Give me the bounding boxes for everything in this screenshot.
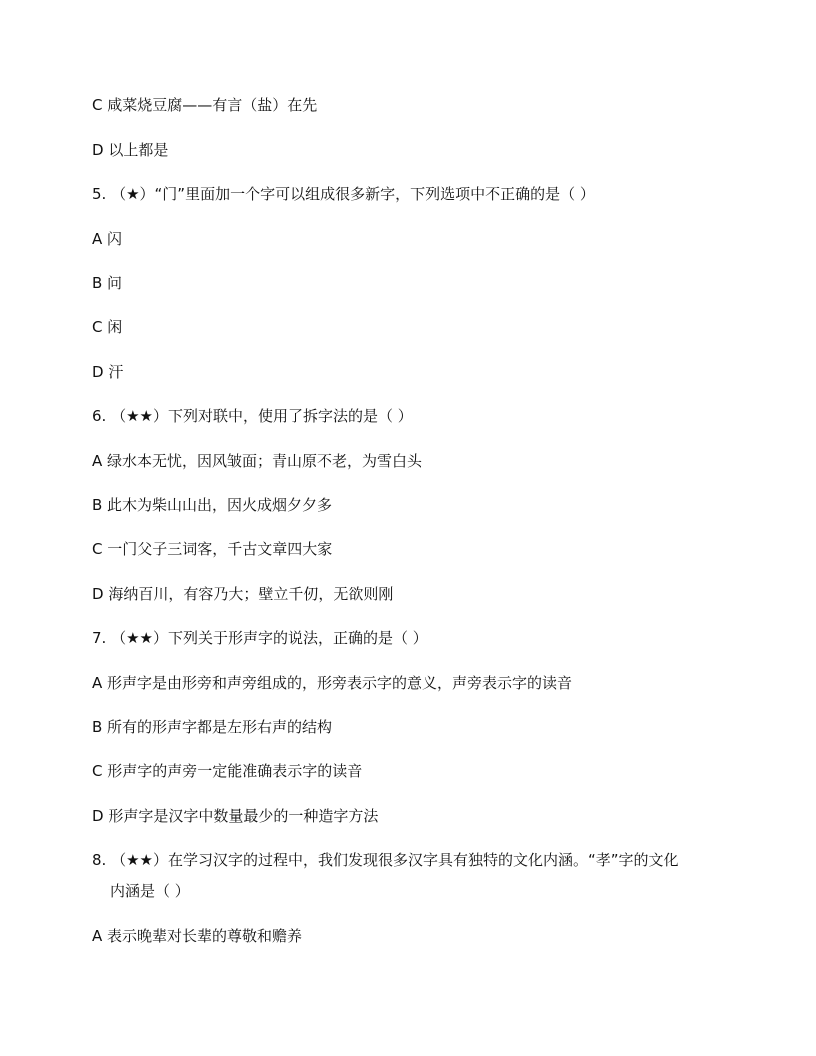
- q5-option-b: B 问: [92, 274, 123, 292]
- q7-option-d: D 形声字是汉字中数量最少的一种造字方法: [92, 807, 379, 825]
- q7-option-b: B 所有的形声字都是左形右声的结构: [92, 718, 333, 736]
- q5-stem: 5. （★）“门”里面加一个字可以组成很多新字，下列选项中不正确的是（ ）: [92, 185, 595, 203]
- q6-option-c: C 一门父子三词客，千古文章四大家: [92, 540, 333, 558]
- q6-option-a: A 绿水本无忧，因风皱面；青山原不老，为雪白头: [92, 452, 423, 470]
- q5-option-a: A 闪: [92, 230, 123, 248]
- q7-stem: 7. （★★）下列关于形声字的说法，正确的是（ ）: [92, 629, 428, 647]
- q8-stem-line1: 8. （★★）在学习汉字的过程中，我们发现很多汉字具有独特的文化内涵。“孝”字的文化: [92, 851, 679, 869]
- q6-option-d: D 海纳百川，有容乃大；壁立千仞，无欲则刚: [92, 585, 394, 603]
- q7-option-a: A 形声字是由形旁和声旁组成的，形旁表示字的意义，声旁表示字的读音: [92, 674, 573, 692]
- q6-option-b: B 此木为柴山山出，因火成烟夕夕多: [92, 496, 333, 514]
- q5-option-d: D 汗: [92, 363, 124, 381]
- q4-option-d: D 以上都是: [92, 141, 169, 159]
- q4-option-c: C 咸菜烧豆腐——有言（盐）在先: [92, 96, 318, 114]
- q6-stem: 6. （★★）下列对联中，使用了拆字法的是（ ）: [92, 407, 413, 425]
- q8-stem-line2: 内涵是（ ）: [110, 882, 190, 900]
- q8-option-a: A 表示晚辈对长辈的尊敬和赡养: [92, 927, 303, 945]
- q5-option-c: C 闲: [92, 318, 123, 336]
- q7-option-c: C 形声字的声旁一定能准确表示字的读音: [92, 762, 363, 780]
